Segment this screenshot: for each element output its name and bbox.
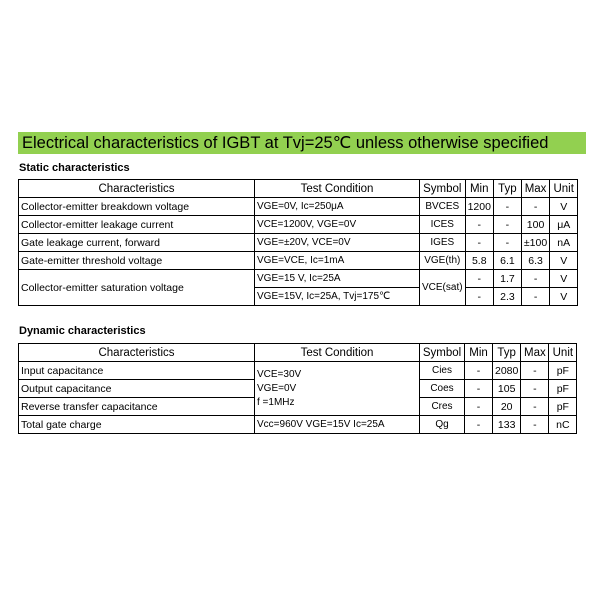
header-characteristics: Characteristics — [19, 180, 255, 198]
characteristic-name: Collector-emitter breakdown voltage — [19, 198, 255, 216]
header-unit: Unit — [549, 344, 577, 362]
header-typ: Typ — [493, 344, 521, 362]
characteristic-name: Reverse transfer capacitance — [19, 398, 255, 416]
symbol: Qg — [420, 416, 465, 434]
unit: μA — [550, 216, 578, 234]
condition-line: VCE=30V — [257, 368, 302, 380]
table-row — [19, 234, 578, 252]
characteristic-name: Collector-emitter saturation voltage — [19, 270, 255, 306]
max-value: - — [521, 288, 549, 306]
header-min: Min — [465, 180, 493, 198]
symbol: Coes — [420, 380, 465, 398]
symbol: IGES — [420, 234, 466, 252]
symbol: VGE(th) — [420, 252, 466, 270]
characteristic-name: Collector-emitter leakage current — [19, 216, 255, 234]
symbol: BVCES — [420, 198, 466, 216]
header-max: Max — [521, 344, 549, 362]
section-banner: Electrical characteristics of IGBT at Tvj=25℃ unless otherwise specified — [18, 132, 586, 154]
dynamic-section-title: Dynamic characteristics — [19, 325, 146, 337]
typ-value: 1.7 — [493, 270, 521, 288]
symbol: Cres — [420, 398, 465, 416]
max-value: - — [521, 198, 549, 216]
min-value: - — [465, 288, 493, 306]
header-symbol: Symbol — [420, 344, 465, 362]
header-characteristics: Characteristics — [19, 344, 255, 362]
header-test-condition: Test Condition — [255, 180, 420, 198]
test-condition: VGE=VCE, Ic=1mA — [255, 252, 420, 270]
unit: V — [550, 198, 578, 216]
unit: V — [550, 252, 578, 270]
symbol: ICES — [420, 216, 466, 234]
characteristic-name: Output capacitance — [19, 380, 255, 398]
header-typ: Typ — [493, 180, 521, 198]
test-condition: VGE=±20V, VCE=0V — [255, 234, 420, 252]
test-condition: VGE=15V, Ic=25A, Tvj=175℃ — [255, 288, 420, 306]
min-value: - — [465, 398, 493, 416]
min-value: - — [465, 234, 493, 252]
static-section-title: Static characteristics — [19, 162, 130, 174]
typ-value: 6.1 — [493, 252, 521, 270]
header-unit: Unit — [550, 180, 578, 198]
max-value: ±100 — [521, 234, 549, 252]
min-value: 5.8 — [465, 252, 493, 270]
table-row — [19, 270, 578, 288]
table-row — [19, 416, 577, 434]
unit: V — [550, 288, 578, 306]
max-value: - — [521, 416, 549, 434]
symbol: Cies — [420, 362, 465, 380]
symbol: VCE(sat) — [420, 270, 466, 306]
max-value: - — [521, 270, 549, 288]
table-header-row — [19, 180, 578, 198]
min-value: 1200 — [465, 198, 493, 216]
table-header-row — [19, 344, 577, 362]
characteristic-name: Input capacitance — [19, 362, 255, 380]
max-value: - — [521, 398, 549, 416]
max-value: 100 — [521, 216, 549, 234]
characteristic-name: Gate leakage current, forward — [19, 234, 255, 252]
typ-value: 20 — [493, 398, 521, 416]
test-condition — [255, 362, 420, 416]
condition-line: VGE=0V — [257, 382, 297, 394]
max-value: 6.3 — [521, 252, 549, 270]
typ-value: 2080 — [493, 362, 521, 380]
unit: pF — [549, 362, 577, 380]
table-row — [19, 216, 578, 234]
test-condition: VCE=1200V, VGE=0V — [255, 216, 420, 234]
min-value: - — [465, 216, 493, 234]
typ-value: 2.3 — [493, 288, 521, 306]
static-characteristics-table — [18, 179, 578, 306]
characteristic-name: Total gate charge — [19, 416, 255, 434]
unit: pF — [549, 398, 577, 416]
typ-value: - — [493, 198, 521, 216]
characteristic-name: Gate-emitter threshold voltage — [19, 252, 255, 270]
min-value: - — [465, 380, 493, 398]
table-row — [19, 198, 578, 216]
typ-value: - — [493, 234, 521, 252]
unit: V — [550, 270, 578, 288]
unit: nC — [549, 416, 577, 434]
typ-value: 133 — [493, 416, 521, 434]
min-value: - — [465, 362, 493, 380]
unit: nA — [550, 234, 578, 252]
max-value: - — [521, 380, 549, 398]
min-value: - — [465, 416, 493, 434]
test-condition: VGE=0V, Ic=250μA — [255, 198, 420, 216]
dynamic-characteristics-table — [18, 343, 577, 434]
header-max: Max — [521, 180, 549, 198]
table-row — [19, 362, 577, 380]
typ-value: 105 — [493, 380, 521, 398]
min-value: - — [465, 270, 493, 288]
header-symbol: Symbol — [420, 180, 466, 198]
typ-value: - — [493, 216, 521, 234]
unit: pF — [549, 380, 577, 398]
condition-line: f =1MHz — [257, 396, 295, 408]
table-row — [19, 252, 578, 270]
test-condition: Vcc=960V VGE=15V Ic=25A — [255, 416, 420, 434]
header-min: Min — [465, 344, 493, 362]
header-test-condition: Test Condition — [255, 344, 420, 362]
max-value: - — [521, 362, 549, 380]
test-condition: VGE=15 V, Ic=25A — [255, 270, 420, 288]
